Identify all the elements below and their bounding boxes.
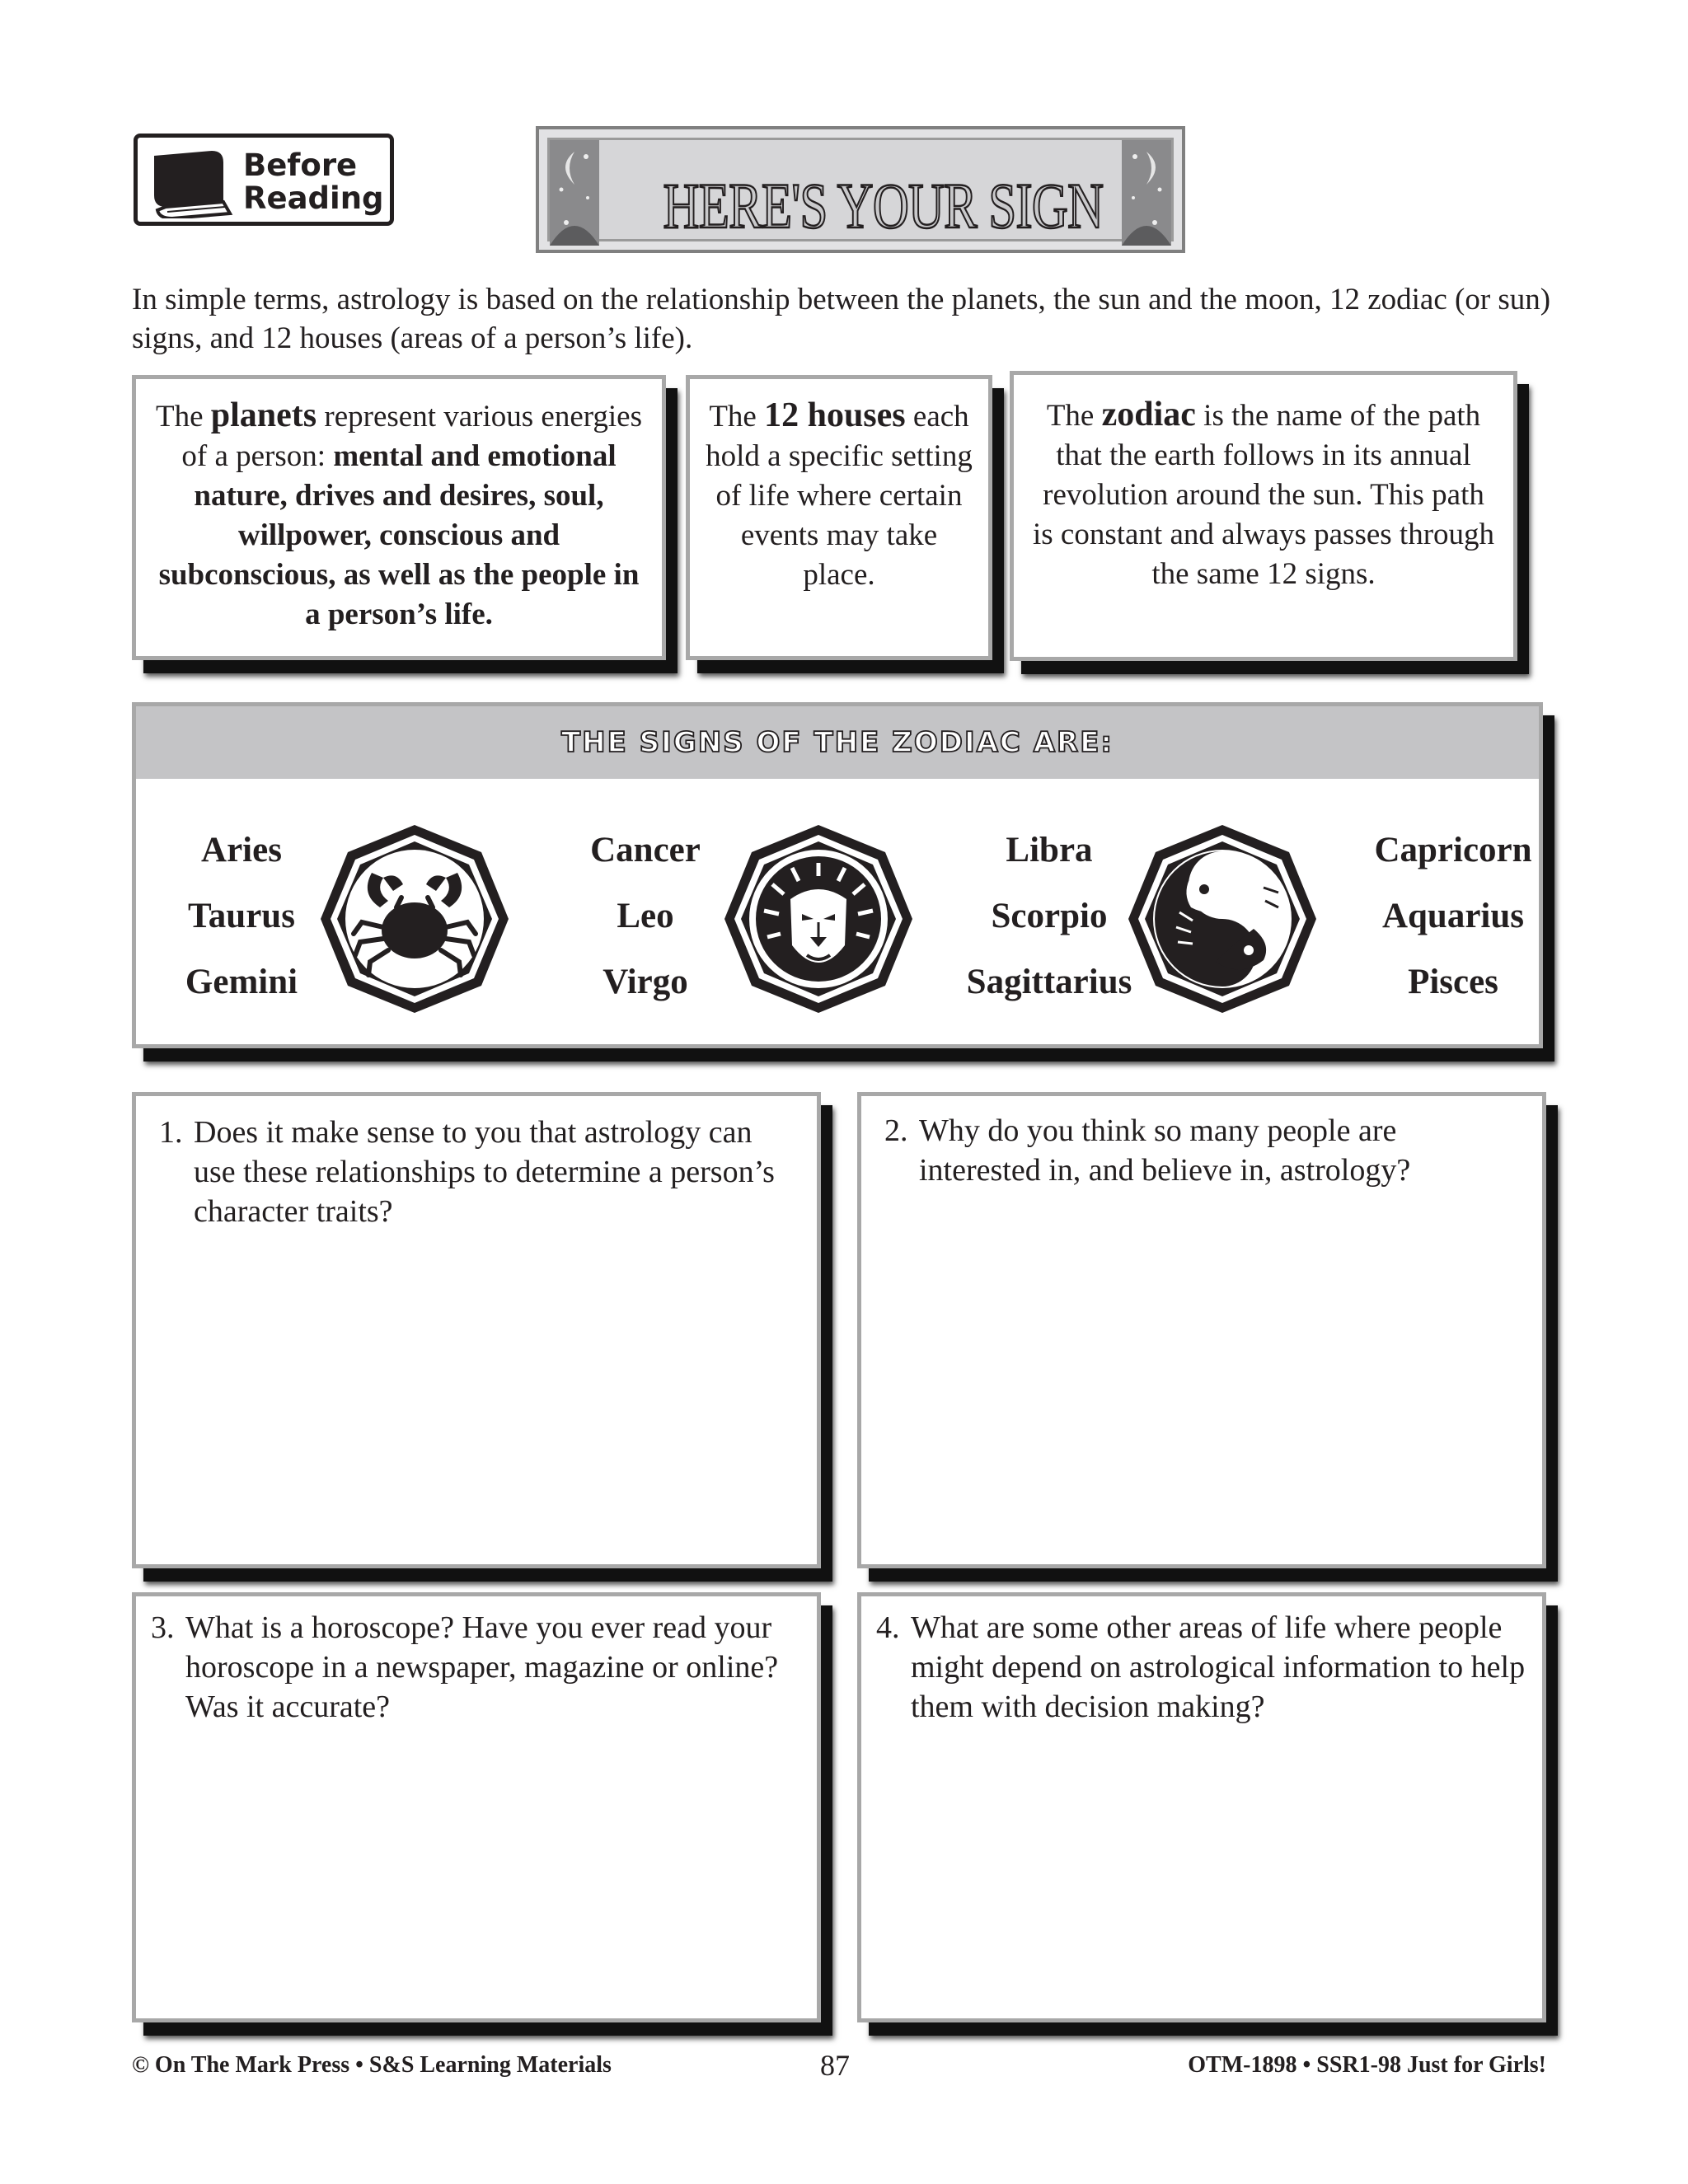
footer-product-code: OTM-1898 • SSR1-98 Just for Girls! [1188, 2052, 1546, 2078]
zodiac-term: zodiac [1101, 396, 1196, 434]
moon-stars-ornament-icon [1122, 140, 1171, 246]
zodiac-signs-panel [132, 702, 1543, 1048]
planets-text: The planets represent various energies of a person: mental and emotional nature, drives and desires, soul, willpower, conscious and subconscious, as well as the people in a person’s life. [156, 396, 642, 631]
question-box-3 [132, 1592, 821, 2022]
book-icon [148, 148, 238, 218]
footer-copyright: © On The Mark Press • S&S Learning Materials [132, 2052, 612, 2078]
question-text: Why do you think so many people are interested in, and believe in, astrology? [919, 1113, 1411, 1188]
zodiac-header: THE SIGNS OF THE ZODIAC ARE: [136, 706, 1539, 779]
question-box-2 [857, 1092, 1546, 1568]
zodiac-box [1010, 371, 1517, 661]
intro-paragraph: In simple terms, astrology is based on the relationship between the planets, the sun and the moon, 12 zodiac (or sun) signs, and 12 houses (areas of a person’s life). [132, 283, 1551, 355]
sign-leo: Leo [617, 897, 674, 935]
houses-box [686, 375, 992, 660]
sign-cancer: Cancer [590, 831, 701, 869]
question-text: Does it make sense to you that astrology can use these relationships to determine a person’s character traits? [194, 1115, 775, 1229]
sign-libra: Libra [1006, 831, 1093, 869]
title-banner [536, 126, 1185, 253]
question-number: 4. [876, 1610, 900, 1645]
sign-virgo: Virgo [603, 963, 688, 1001]
page-number: 87 [820, 2049, 850, 2082]
sign-scorpio: Scorpio [991, 897, 1108, 935]
zodiac-text: The zodiac is the name of the path that the earth follows in its annual revolution around the sun. This path is constant and always passes through the same 12 signs. [1032, 396, 1495, 591]
before-reading-badge [134, 134, 394, 226]
sign-sagittarius: Sagittarius [966, 963, 1132, 1001]
question-box-1 [132, 1092, 821, 1568]
moon-stars-ornament-icon [550, 140, 599, 246]
sign-capricorn: Capricorn [1374, 831, 1532, 869]
sign-taurus: Taurus [188, 897, 295, 935]
crab-medallion-icon [317, 822, 512, 1016]
planets-box [132, 375, 666, 660]
planets-bold-text: mental and emotional nature, drives and desires, soul, willpower, conscious and subconscious, as well as the people in a person’s life. [158, 439, 640, 631]
question-number: 1. [159, 1115, 183, 1150]
question-number: 2. [884, 1113, 908, 1148]
sign-pisces: Pisces [1408, 963, 1498, 1001]
fish-medallion-icon [1125, 822, 1320, 1016]
lion-medallion-icon [721, 822, 916, 1016]
question-box-4 [857, 1592, 1546, 2022]
sign-aries: Aries [201, 831, 282, 869]
page-title: HERE'S YOUR SIGN [663, 170, 1104, 241]
houses-term: 12 houses [764, 396, 906, 434]
houses-text: The 12 houses each hold a specific setting of life where certain events may take place. [706, 396, 973, 592]
badge-label: Before Reading [243, 148, 384, 216]
sign-gemini: Gemini [185, 963, 298, 1001]
sign-aquarius: Aquarius [1381, 897, 1525, 935]
question-text: What are some other areas of life where people might depend on astrological information to help them with decision making? [911, 1610, 1526, 1724]
planets-term: planets [210, 396, 317, 434]
question-text: What is a horoscope? Have you ever read your horoscope in a newspaper, magazine or online? Was it accurate? [185, 1610, 779, 1724]
question-number: 3. [151, 1610, 175, 1645]
